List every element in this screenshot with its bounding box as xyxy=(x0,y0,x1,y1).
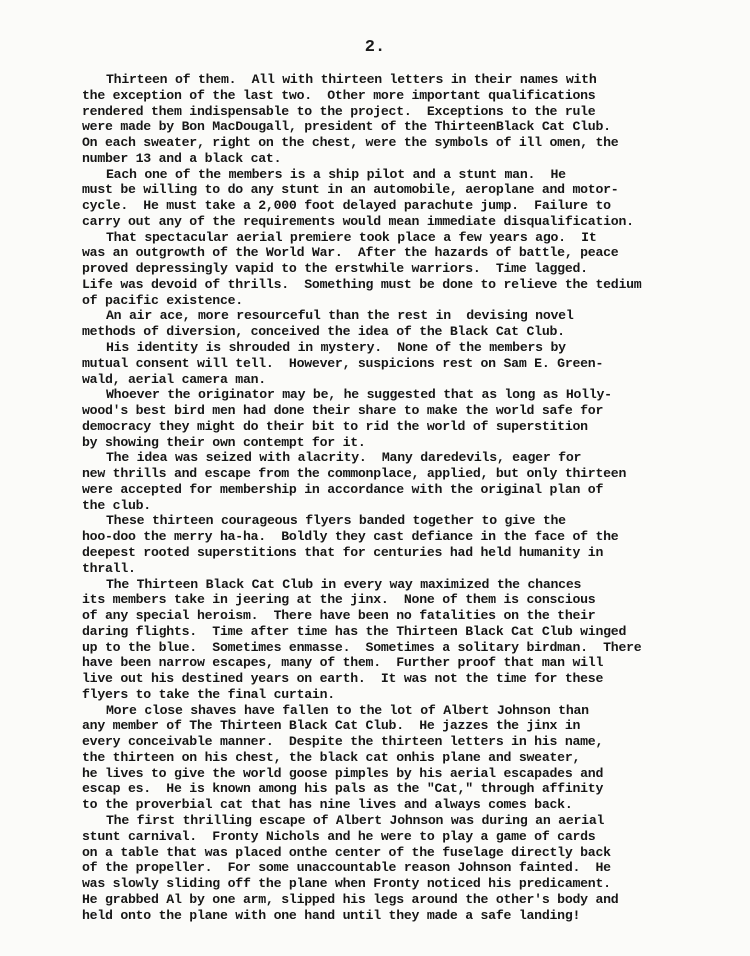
text-line: His identity is shrouded in mystery. None of the members by xyxy=(106,340,566,356)
text-line: More close shaves have fallen to the lot of Albert Johnson than xyxy=(106,702,589,718)
text-line: proved depressingly vapid to the erstwhile warriors. Time lagged. xyxy=(82,261,588,277)
text-line: hoo-doo the merry ha-ha. Boldly they cast defiance in the face of the xyxy=(82,529,619,545)
body-text xyxy=(82,72,712,923)
text-line: Thirteen of them. All with thirteen letters in their names with xyxy=(106,72,597,87)
text-line: to the proverbial cat that has nine lives and always comes back. xyxy=(82,797,573,813)
text-line: An air ace, more resourceful than the rest in devising novel xyxy=(106,308,574,324)
text-line: That spectacular aerial premiere took place a few years ago. It xyxy=(106,229,597,245)
text-line: up to the blue. Sometimes enmasse. Sometimes a solitary birdman. There xyxy=(82,639,642,655)
text-line: was slowly sliding off the plane when Fronty noticed his predicament. xyxy=(82,876,611,892)
text-line: was an outgrowth of the World War. After the hazards of battle, peace xyxy=(82,245,619,261)
text-line: on a table that was placed onthe center of the fuselage directly back xyxy=(82,844,611,860)
text-line: live out his destined years on earth. It was not the time for these xyxy=(82,671,604,687)
text-line: held onto the plane with one hand until they made a safe landing! xyxy=(82,907,581,923)
text-line: new thrills and escape from the commonplace, applied, but only thirteen xyxy=(82,466,627,482)
text-line: These thirteen courageous flyers banded together to give the xyxy=(106,513,566,529)
text-line: wald, aerial camera man. xyxy=(82,371,266,387)
text-line: every conceivable manner. Despite the thirteen letters in his name, xyxy=(82,734,604,750)
text-line: thrall. xyxy=(82,560,136,576)
text-line: deepest rooted superstitions that for centuries had held humanity in xyxy=(82,544,604,560)
text-line: The idea was seized with alacrity. Many daredevils, eager for xyxy=(106,450,582,466)
text-line: of any special heroism. There have been no fatalities on the their xyxy=(82,608,596,624)
text-line: democracy they might do their bit to rid the world of superstition xyxy=(82,418,588,434)
text-line: methods of diversion, conceived the idea of the Black Cat Club. xyxy=(82,324,565,340)
text-line: Whoever the originator may be, he suggested that as long as Holly- xyxy=(106,387,612,403)
text-line: The Thirteen Black Cat Club in every way maximized the chances xyxy=(106,576,582,592)
text-line: were accepted for membership in accordance with the original plan of xyxy=(82,481,604,497)
text-line: daring flights. Time after time has the Thirteen Black Cat Club winged xyxy=(82,623,627,639)
text-line: were made by Bon MacDougall, president of the ThirteenBlack Cat Club. xyxy=(82,119,611,135)
text-line: stunt carnival. Fronty Nichols and he were to play a game of cards xyxy=(82,828,596,844)
text-line: On each sweater, right on the chest, were the symbols of ill omen, the xyxy=(82,135,619,151)
text-line: its members take in jeering at the jinx. None of them is conscious xyxy=(82,592,596,608)
text-line: Each one of the members is a ship pilot and a stunt man. He xyxy=(106,166,566,182)
text-line: of pacific existence. xyxy=(82,292,243,308)
text-line: The first thrilling escape of Albert Johnson was during an aerial xyxy=(106,812,605,828)
text-line: any member of The Thirteen Black Cat Club. He jazzes the jinx in xyxy=(82,718,581,734)
text-line: by showing their own contempt for it. xyxy=(82,434,366,450)
text-line: He grabbed Al by one arm, slipped his legs around the other's body and xyxy=(82,891,619,907)
text-line: cycle. He must take a 2,000 foot delayed parachute jump. Failure to xyxy=(82,198,611,214)
text-line: the exception of the last two. Other more important qualifications xyxy=(82,87,596,103)
text-line: the thirteen on his chest, the black cat onhis plane and sweater, xyxy=(82,749,581,765)
text-line: the club. xyxy=(82,497,151,513)
text-line: flyers to take the final curtain. xyxy=(82,686,335,702)
text-line: number 13 and a black cat. xyxy=(82,150,282,166)
text-line: of the propeller. For some unaccountable reason Johnson fainted. He xyxy=(82,860,611,876)
text-line: escap es. He is known among his pals as the "Cat," through affinity xyxy=(82,781,604,797)
text-line: carry out any of the requirements would mean immediate disqualification. xyxy=(82,213,634,229)
text-line: wood's best bird men had done their share to make the world safe for xyxy=(82,403,604,419)
text-line: mutual consent will tell. However, suspicions rest on Sam E. Green- xyxy=(82,355,604,371)
page-number: 2. xyxy=(364,38,386,57)
text-line: rendered them indispensable to the project. Exceptions to the rule xyxy=(82,103,596,119)
text-line: he lives to give the world goose pimples by his aerial escapades and xyxy=(82,765,604,781)
text-line: Life was devoid of thrills. Something must be done to relieve the tedium xyxy=(82,276,642,292)
text-line: have been narrow escapes, many of them. Further proof that man will xyxy=(82,655,604,671)
text-line: must be willing to do any stunt in an automobile, aeroplane and motor- xyxy=(82,182,619,198)
